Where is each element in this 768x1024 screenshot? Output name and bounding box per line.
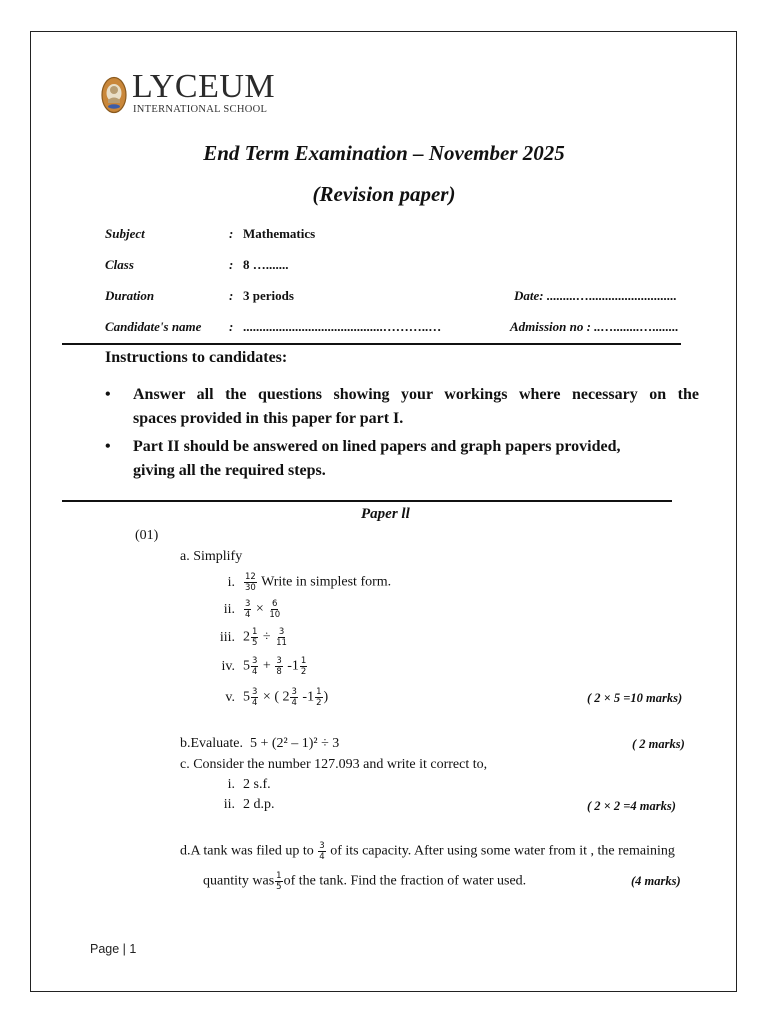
subject-colon: :: [229, 226, 234, 241]
instruction-line: Part II should be answered on lined papers and graph papers provided,: [133, 438, 621, 455]
part-d-text: of the tank. Find the fraction of water used.: [283, 873, 527, 889]
duration-label: Duration: [105, 288, 155, 303]
fraction: $\frac{1}{5}$: [276, 871, 282, 892]
roman-numeral: iii.: [219, 629, 235, 645]
part-a-i-text: Write in simplest form.: [261, 574, 392, 590]
roman-numeral: ii.: [223, 601, 235, 617]
page-number: Page | 1: [90, 942, 137, 956]
subject-value: Mathematics: [243, 226, 316, 241]
part-b-marks: ( 2 marks): [632, 737, 685, 751]
paper-heading: Paper ll: [361, 506, 410, 522]
instructions-heading: Instructions to candidates:: [105, 349, 288, 366]
part-a-marks: ( 2 × 5 =10 marks): [587, 691, 683, 705]
fraction: $\frac{3}{4}$: [319, 841, 325, 862]
subject-label: Subject: [105, 226, 145, 241]
divider-top: [62, 343, 681, 345]
admission-number-field: Admission no : ..…........…........: [510, 319, 679, 334]
part-a-label: a. Simplify: [180, 549, 243, 564]
candidate-name-colon: :: [229, 319, 234, 334]
bullet-icon: •: [105, 386, 111, 403]
class-label: Class: [105, 257, 134, 272]
part-c-ii-text: 2 d.p.: [243, 797, 275, 812]
instruction-line: giving all the required steps.: [133, 462, 326, 479]
part-d-marks: (4 marks): [631, 874, 681, 888]
candidate-name-field: ...........................................………..…: [243, 319, 442, 334]
exam-title: End Term Examination – November 2025: [203, 141, 565, 165]
part-c-label: c. Consider the number 127.093 and write it correct to,: [180, 757, 488, 772]
question-number: (01): [135, 528, 159, 543]
part-c-i: [213, 777, 271, 793]
part-d-text: d.A tank was filed up to: [180, 843, 314, 859]
fraction: $\frac{12}{30}$: [245, 572, 256, 593]
school-logo-name: LYCEUM: [132, 68, 276, 105]
instruction-line: Answer all the questions showing your workings where necessary on the: [133, 386, 699, 403]
divider-bottom: [62, 500, 672, 502]
part-b-expression: 5 + (2² – 1)² ÷ 3: [249, 736, 340, 751]
duration-colon: :: [229, 288, 234, 303]
date-field: Date: .........…...........................: [514, 288, 677, 303]
part-a-iv: iv. 5 $\frac{3}{4}$ + $\frac{3}{8}$ -1 $\frac{1}{2}$: [213, 656, 308, 677]
roman-numeral: v.: [225, 689, 235, 705]
part-d-line2: [203, 871, 526, 892]
school-crest-icon: [101, 76, 127, 114]
part-d-line1: [180, 841, 675, 862]
part-b: [180, 736, 339, 752]
instruction-item: [105, 435, 705, 483]
roman-numeral: ii.: [223, 797, 235, 812]
part-c-marks: ( 2 × 2 =4 marks): [587, 799, 676, 813]
part-c-i-text: 2 s.f.: [243, 777, 271, 792]
instruction-line: spaces provided in this paper for part I.: [133, 410, 404, 427]
class-colon: :: [229, 257, 234, 272]
part-b-label: b.Evaluate.: [180, 736, 243, 751]
part-a-iii: iii. 2 $\frac{1}{5}$ ÷ $\frac{3}{11}$: [213, 627, 289, 648]
bullet-icon: •: [105, 438, 111, 455]
part-d-text: quantity was: [203, 873, 275, 889]
roman-numeral: i.: [227, 574, 235, 590]
roman-numeral: iv.: [221, 658, 235, 674]
instruction-item: [105, 383, 705, 431]
part-a-v: v. 5 $\frac{3}{4}$ × ( 2 $\frac{3}{4}$ -1 $\frac{1}{2}$ ): [213, 687, 328, 708]
duration-value: 3 periods: [243, 288, 294, 303]
part-a-i: [213, 572, 391, 593]
part-a-ii: ii. $\frac{3}{4}$ × $\frac{6}{10}$: [213, 599, 282, 620]
exam-subtitle: (Revision paper): [312, 182, 456, 206]
part-c-ii: [213, 797, 275, 813]
school-logo-subtitle: INTERNATIONAL SCHOOL: [133, 104, 268, 115]
class-value: 8 ….......: [243, 257, 289, 272]
candidate-name-label: Candidate's name: [105, 319, 202, 334]
part-d-text: of its capacity. After using some water from it , the remaining: [330, 843, 675, 859]
roman-numeral: i.: [227, 777, 235, 792]
